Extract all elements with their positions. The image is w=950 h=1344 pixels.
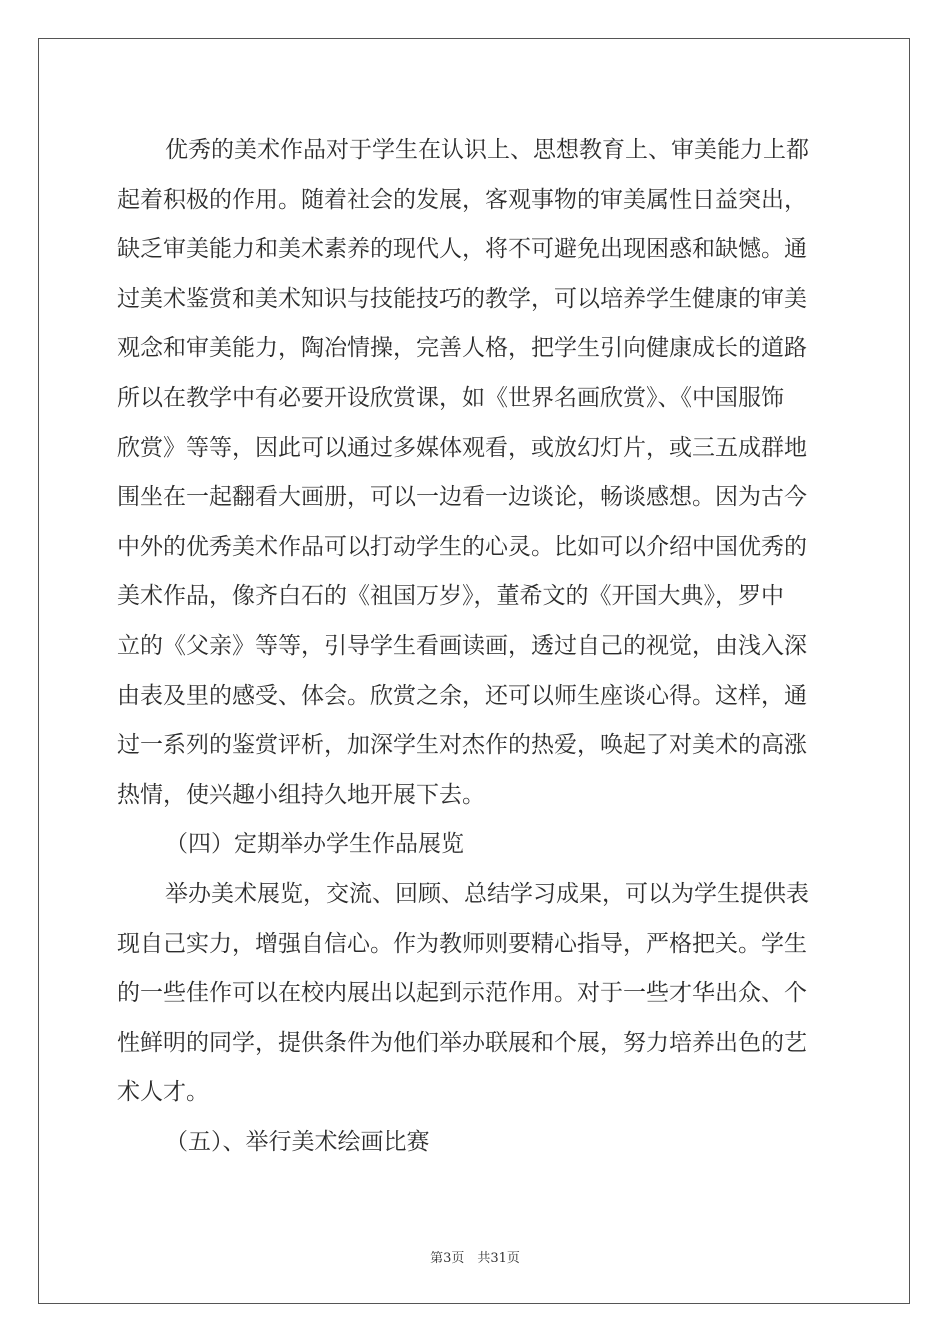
paragraph-line: 缺乏审美能力和美术素养的现代人，将不可避免出现困惑和缺憾。通 xyxy=(117,236,807,263)
paragraph-line: 现自己实力，增强自信心。作为教师则要精心指导，严格把关。学生 xyxy=(117,930,807,957)
paragraph-line: 性鲜明的同学，提供条件为他们举办联展和个展，努力培养出色的艺 xyxy=(117,1029,807,1056)
paragraph-line: 所以在教学中有必要开设欣赏课，如《世界名画欣赏》、《中国服饰 xyxy=(117,384,784,411)
paragraph-line: 的一些佳作可以在校内展出以起到示范作用。对于一些才华出众、个 xyxy=(117,980,807,1007)
paragraph-line: 观念和审美能力，陶冶情操，完善人格，把学生引向健康成长的道路 xyxy=(117,335,807,362)
page-number-footer: 第3页 共31页 xyxy=(430,1251,520,1266)
paragraph-line: 术人才。 xyxy=(117,1079,209,1106)
paragraph-line: 举办美术展览，交流、回顾、总结学习成果，可以为学生提供表 xyxy=(165,880,809,907)
paragraph-line: 欣赏》等等，因此可以通过多媒体观看，或放幻灯片，或三五成群地 xyxy=(117,434,807,461)
paragraph-line: 中外的优秀美术作品可以打动学生的心灵。比如可以介绍中国优秀的 xyxy=(117,533,807,560)
paragraph-line: 立的《父亲》等等，引导学生看画读画，透过自己的视觉，由浅入深 xyxy=(117,632,807,659)
paragraph-line: 美术作品，像齐白石的《祖国万岁》，董希文的《开国大典》，罗中 xyxy=(117,583,784,610)
paragraph-art-appreciation xyxy=(117,126,835,820)
paragraph-line: 优秀的美术作品对于学生在认识上、思想教育上、审美能力上都 xyxy=(165,137,809,163)
document-body xyxy=(117,126,835,1167)
section-heading-exhibition: （四）定期举办学生作品展览 xyxy=(165,831,464,858)
paragraph-line: 起着积极的作用。随着社会的发展，客观事物的审美属性日益突出， xyxy=(117,186,807,213)
paragraph-line: 过一系列的鉴赏评析，加深学生对杰作的热爱，唤起了对美术的高涨 xyxy=(117,732,807,759)
section-heading-competition: （五）、举行美术绘画比赛 xyxy=(165,1128,430,1155)
paragraph-line: 热情，使兴趣小组持久地开展下去。 xyxy=(117,781,485,808)
paragraph-exhibition xyxy=(117,870,835,1118)
paragraph-line: 过美术鉴赏和美术知识与技能技巧的教学，可以培养学生健康的审美 xyxy=(117,285,807,312)
paragraph-line: 由表及里的感受、体会。欣赏之余，还可以师生座谈心得。这样，通 xyxy=(117,682,807,709)
paragraph-line: 围坐在一起翻看大画册，可以一边看一边谈论，畅谈感想。因为古今 xyxy=(117,484,807,511)
